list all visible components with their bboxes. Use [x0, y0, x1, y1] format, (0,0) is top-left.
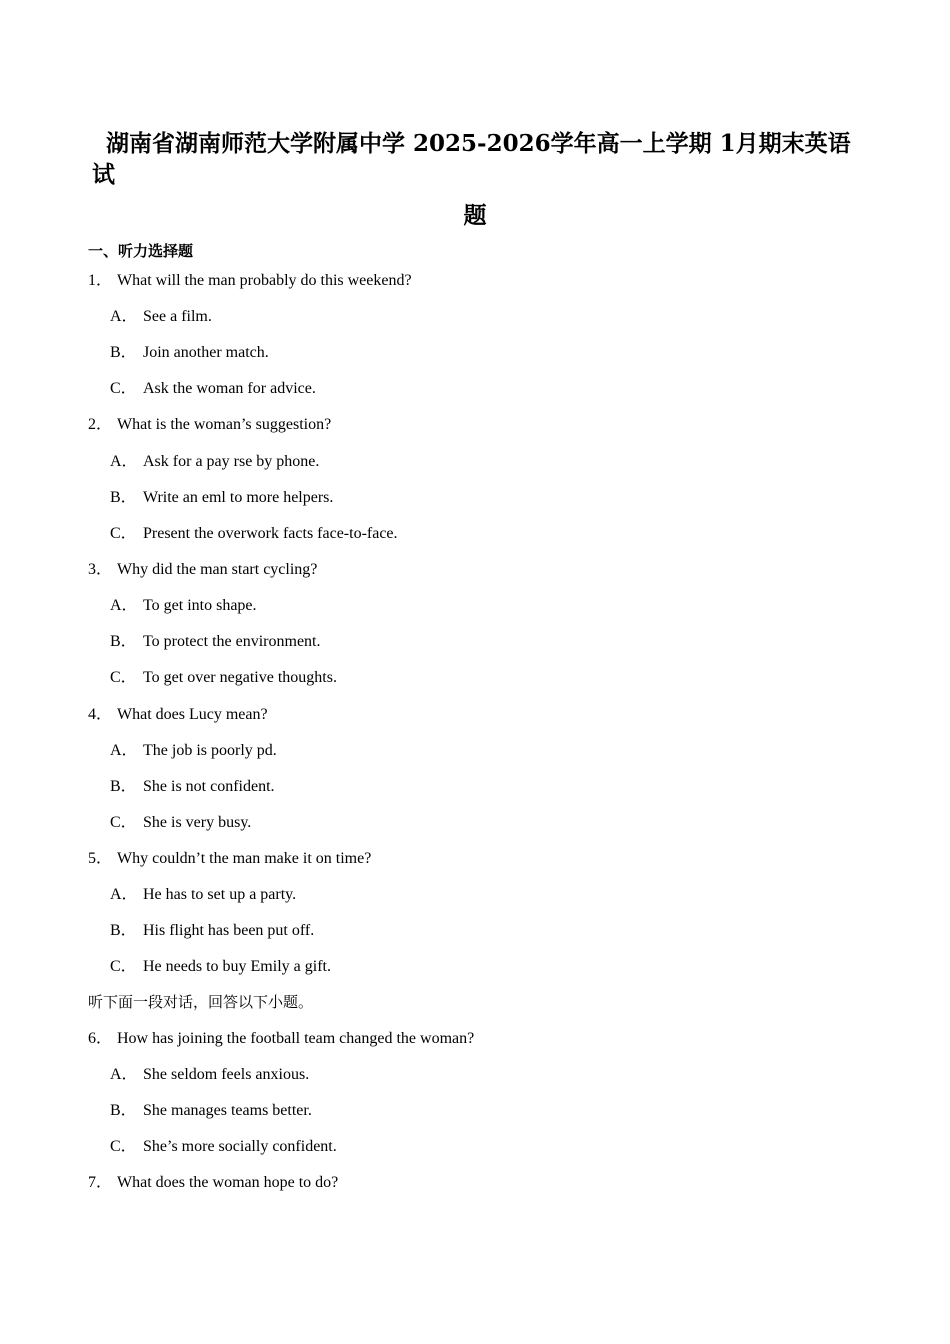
question-number: 1． — [88, 272, 113, 289]
option-1b — [110, 343, 269, 363]
option-letter: A． — [110, 308, 138, 325]
question-number: 7． — [88, 1174, 113, 1191]
option-6c — [110, 1137, 337, 1157]
option-4a — [110, 741, 277, 761]
option-letter: C． — [110, 958, 137, 975]
option-text: Write an eml to more helpers. — [143, 489, 334, 506]
question-5 — [88, 849, 371, 869]
option-6b — [110, 1101, 312, 1121]
option-2c — [110, 524, 398, 544]
option-letter: C． — [110, 814, 137, 831]
option-4c — [110, 813, 251, 833]
option-letter: B． — [110, 489, 137, 506]
question-text: What will the man probably do this weekend? — [117, 272, 412, 289]
option-letter: A． — [110, 597, 138, 614]
option-letter: C． — [110, 525, 137, 542]
option-letter: C． — [110, 669, 137, 686]
option-text: He needs to buy Emily a gift. — [143, 958, 331, 975]
option-text: Ask the woman for advice. — [143, 380, 316, 397]
option-letter: A． — [110, 453, 138, 470]
option-1a — [110, 307, 212, 327]
option-2a — [110, 452, 319, 472]
option-4b — [110, 777, 275, 797]
option-text: See a film. — [143, 308, 212, 325]
option-letter: B． — [110, 778, 137, 795]
question-1 — [88, 271, 412, 291]
option-3c — [110, 668, 337, 688]
option-letter: A． — [110, 886, 138, 903]
option-letter: C． — [110, 380, 137, 397]
option-text: She’s more socially confident. — [143, 1138, 337, 1155]
option-letter: B． — [110, 922, 137, 939]
option-5a — [110, 885, 296, 905]
question-text: What is the woman’s suggestion? — [117, 416, 332, 433]
option-letter: A． — [110, 742, 138, 759]
question-text: Why did the man start cycling? — [117, 561, 318, 578]
option-1c — [110, 379, 316, 399]
option-3b — [110, 632, 321, 652]
option-text: She manages teams better. — [143, 1102, 312, 1119]
section-heading: 一、听力选择题 — [88, 242, 194, 260]
option-text: To protect the environment. — [143, 633, 321, 650]
listening-instruction: 听下面一段对话，回答以下小题。 — [88, 993, 314, 1011]
question-number: 4． — [88, 706, 113, 723]
option-text: Join another match. — [143, 344, 269, 361]
question-number: 5． — [88, 850, 113, 867]
question-7 — [88, 1173, 338, 1193]
question-number: 2． — [88, 416, 113, 433]
option-letter: B． — [110, 633, 137, 650]
option-text: Present the overwork facts face-to-face. — [143, 525, 398, 542]
option-2b — [110, 488, 333, 508]
option-letter: C． — [110, 1138, 137, 1155]
option-text: The job is poorly pd. — [143, 742, 277, 759]
option-text: To get over negative thoughts. — [143, 669, 337, 686]
option-5b — [110, 921, 314, 941]
option-text: His flight has been put off. — [143, 922, 315, 939]
question-6 — [88, 1029, 474, 1049]
option-letter: A． — [110, 1066, 138, 1083]
question-text: What does the woman hope to do? — [117, 1174, 339, 1191]
option-text: He has to set up a party. — [143, 886, 297, 903]
option-letter: B． — [110, 344, 137, 361]
question-text: Why couldn’t the man make it on time? — [117, 850, 372, 867]
document-title: 湖南省湖南师范大学附属中学 2025-2026学年高一上学期 1月期末英语试 — [92, 130, 851, 188]
question-3 — [88, 560, 317, 580]
question-number: 3． — [88, 561, 113, 578]
option-text: She seldom feels anxious. — [143, 1066, 310, 1083]
option-text: Ask for a pay rse by phone. — [143, 453, 320, 470]
option-5c — [110, 957, 331, 977]
question-2 — [88, 415, 331, 435]
option-3a — [110, 596, 257, 616]
option-text: She is very busy. — [143, 814, 252, 831]
question-4 — [88, 705, 268, 725]
question-text: What does Lucy mean? — [117, 706, 268, 723]
option-6a — [110, 1065, 309, 1085]
option-text: To get into shape. — [143, 597, 257, 614]
option-text: She is not confident. — [143, 778, 275, 795]
document-title-continuation: 题 — [463, 202, 487, 229]
question-number: 6． — [88, 1030, 113, 1047]
question-text: How has joining the football team changed the woman? — [117, 1030, 475, 1047]
option-letter: B． — [110, 1102, 137, 1119]
